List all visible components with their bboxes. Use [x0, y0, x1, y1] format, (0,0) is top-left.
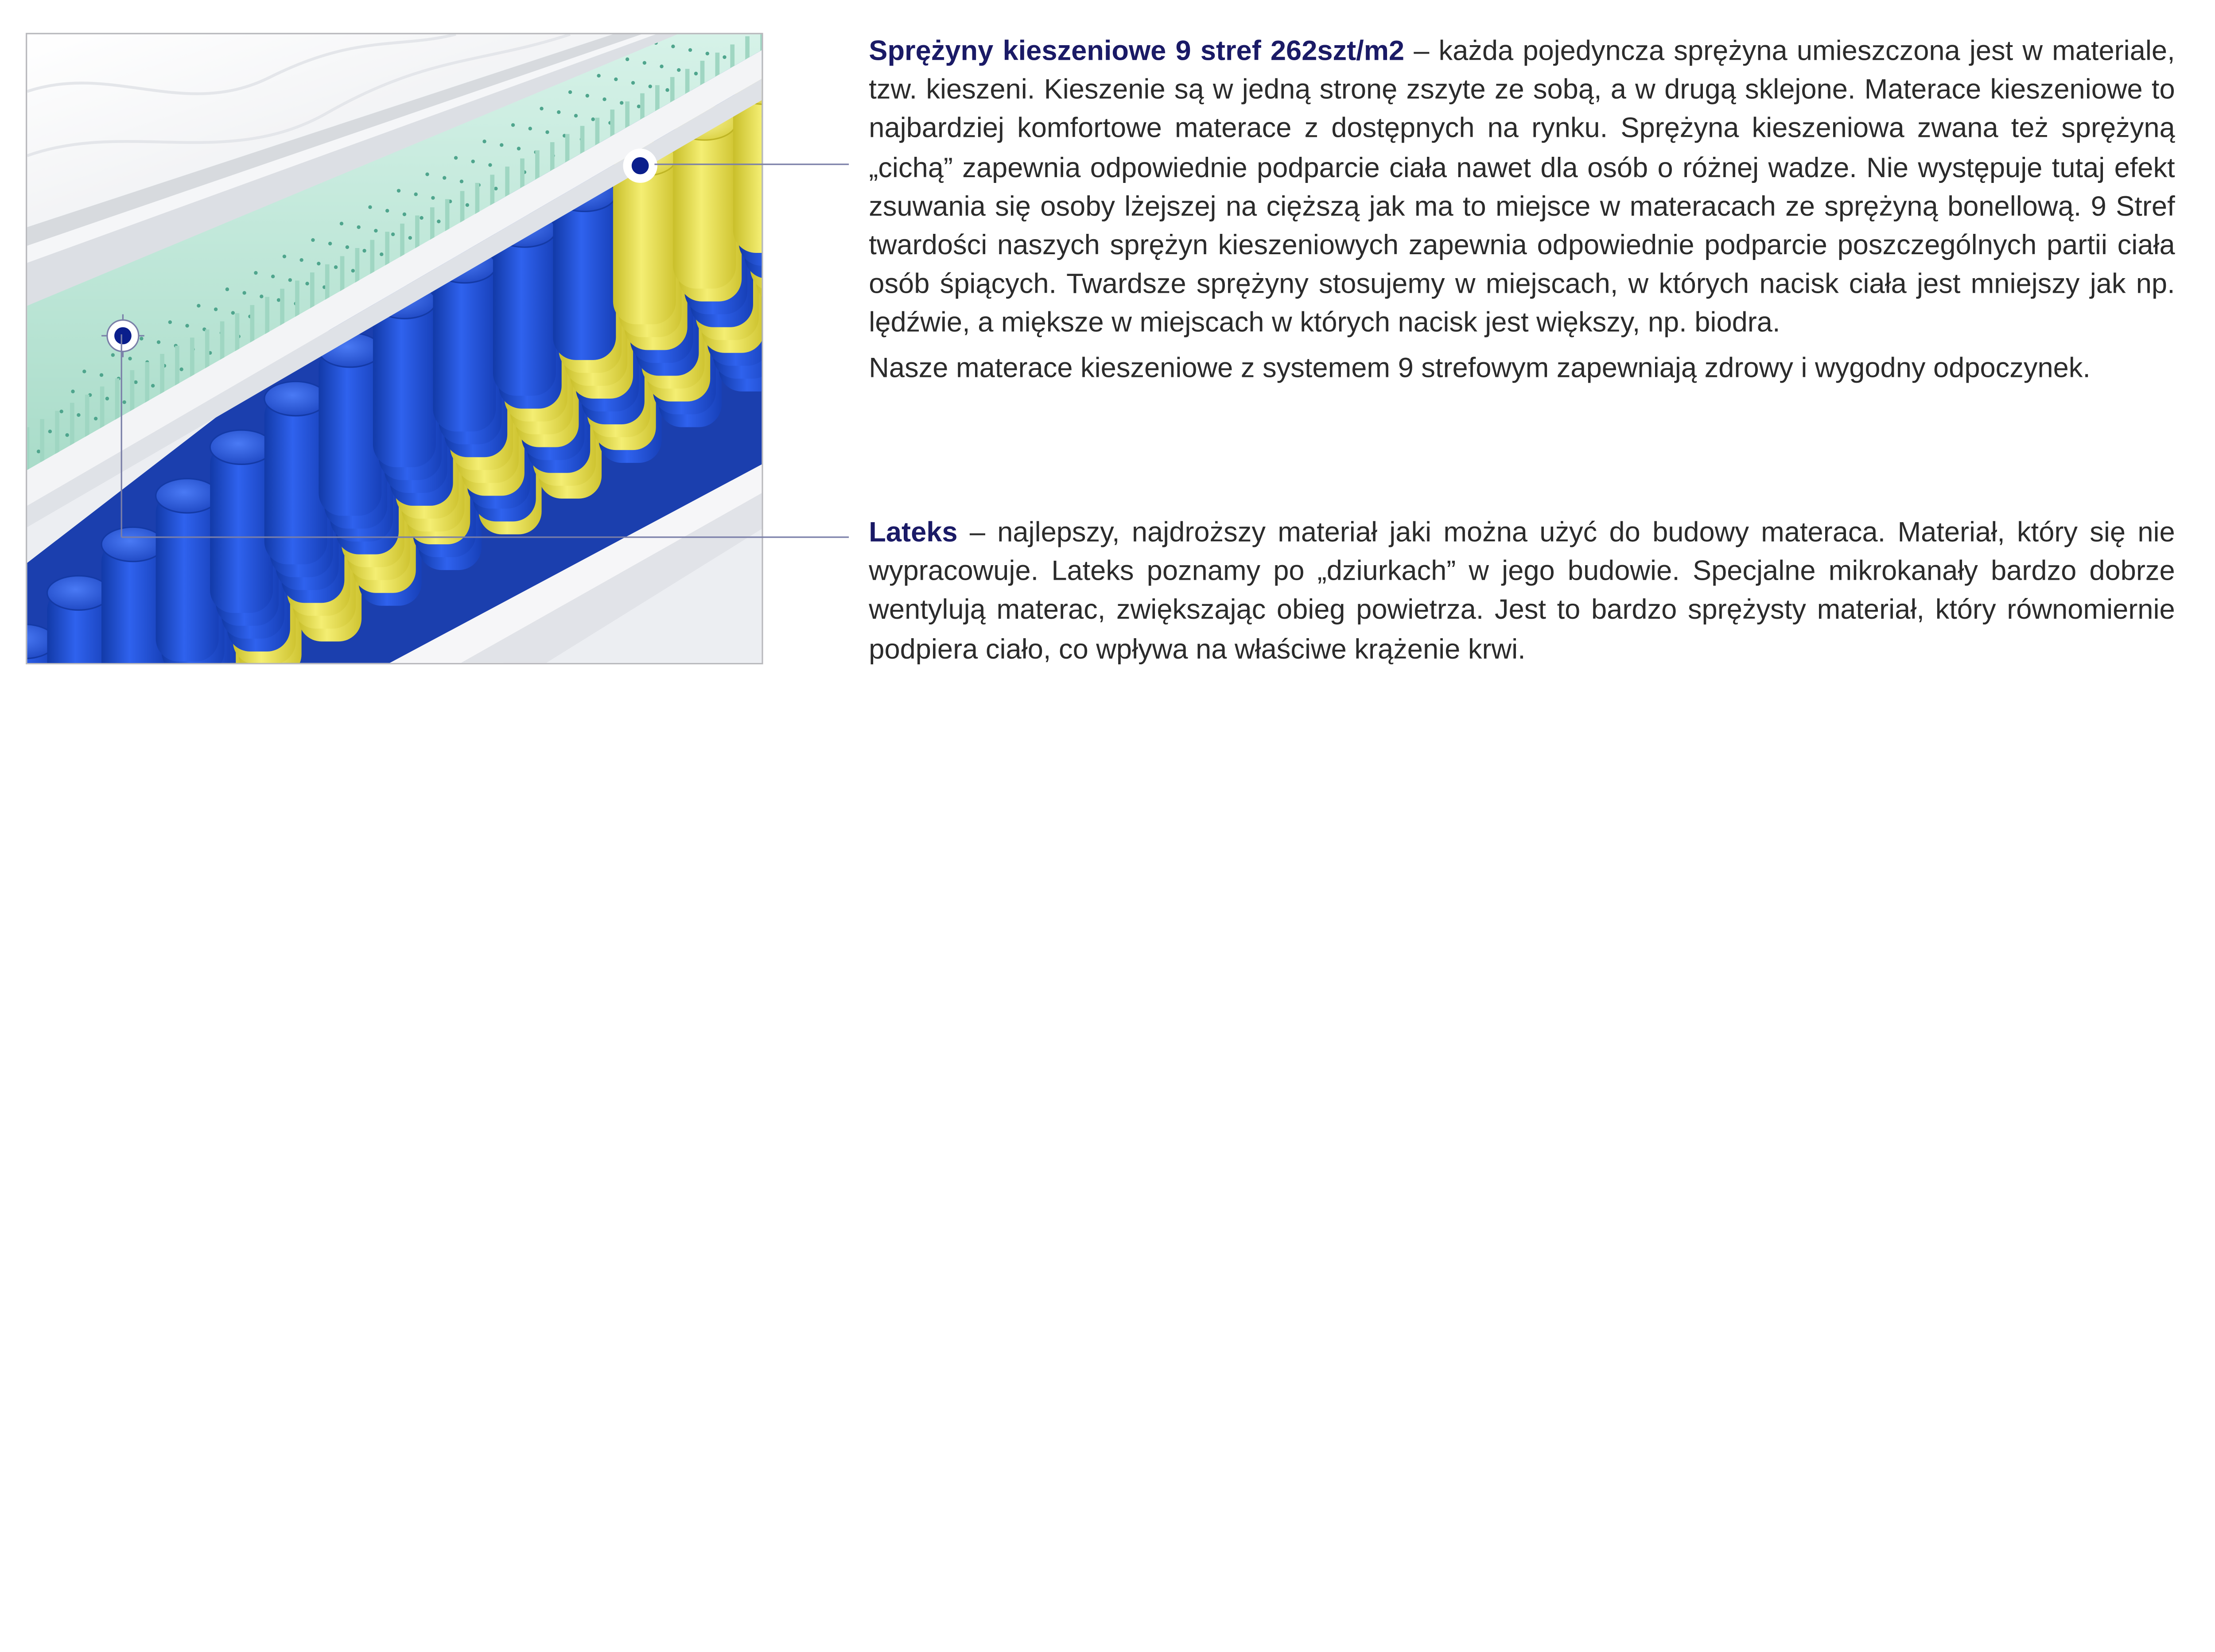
- latex-heading: Lateks: [869, 517, 958, 549]
- spring-pocket: [156, 490, 219, 661]
- latex-paragraph: [869, 514, 2175, 670]
- spring-pocket-top: [210, 430, 273, 464]
- springs-heading: Sprężyny kieszeniowe 9 stref 262szt/m2: [869, 35, 1405, 67]
- latex-description: [869, 514, 2175, 670]
- spring-marker-icon: [623, 148, 657, 182]
- spring-pocket: [373, 296, 436, 467]
- springs-paragraph: [869, 33, 2175, 344]
- springs-description: [869, 33, 2175, 388]
- spring-pocket: [264, 393, 327, 564]
- mattress-cross-section-image: [26, 33, 763, 664]
- latex-body: – najlepszy, najdroższy materiał jaki można użyć do budowy materaca. Materiał, który się nie wypracowuje. Lateks poznamy po „dziurkach” w jego budowie. Specjalne mikrokanały bardzo dobrze wentylują materac, zwiększając obieg powietrza. Jest to bardzo sprężysty materiał, który równomiernie podpiera ciało, co wpływa na właściwe krążenie krwi.: [869, 517, 2175, 665]
- springs-body: – każda pojedyncza sprężyna umieszczona jest w materiale, tzw. kieszeni. Kieszenie są w jedną stronę zszyte ze sobą, a w drugą sklejone. Materace kieszeniowe to najbardziej komfortowe materace z dostępnych na rynku. Sprężyna kieszeniowa zwana też sprężyną „cichą” zapewnia odpowiednie podparcie ciała nawet dla osób o różnej wadze. Nie występuje tutaj efekt zsuwania się osoby lżejszej na cięższą jak ma to miejsce w materacach ze sprężyną bonellową. 9 Stref twardości naszych sprężyn kieszeniowych zapewnia odpowiednie podparcie poszczególnych partii ciała osób śpiących. Twardsze sprężyny stosujemy w miejscach, w których nacisk ciała jest mniejszy jak np. lędźwie, a miększe w miejscach w których nacisk jest większy, np. biodra.: [869, 35, 2175, 339]
- spring-pocket-top: [156, 479, 219, 513]
- mattress-illustration: [27, 34, 763, 664]
- spring-pocket-top: [47, 576, 110, 610]
- spring-pocket-top: [264, 381, 327, 415]
- spring-pocket-top: [762, 134, 763, 168]
- spring-pocket: [762, 146, 763, 317]
- spring-pocket: [210, 442, 273, 613]
- spring-pocket-top: [101, 527, 164, 561]
- spring-pocket: [319, 344, 381, 516]
- springs-closing: Nasze materace kieszeniowe z systemem 9 strefowym zapewniają zdrowy i wygodny odpoczynek.: [869, 352, 2091, 384]
